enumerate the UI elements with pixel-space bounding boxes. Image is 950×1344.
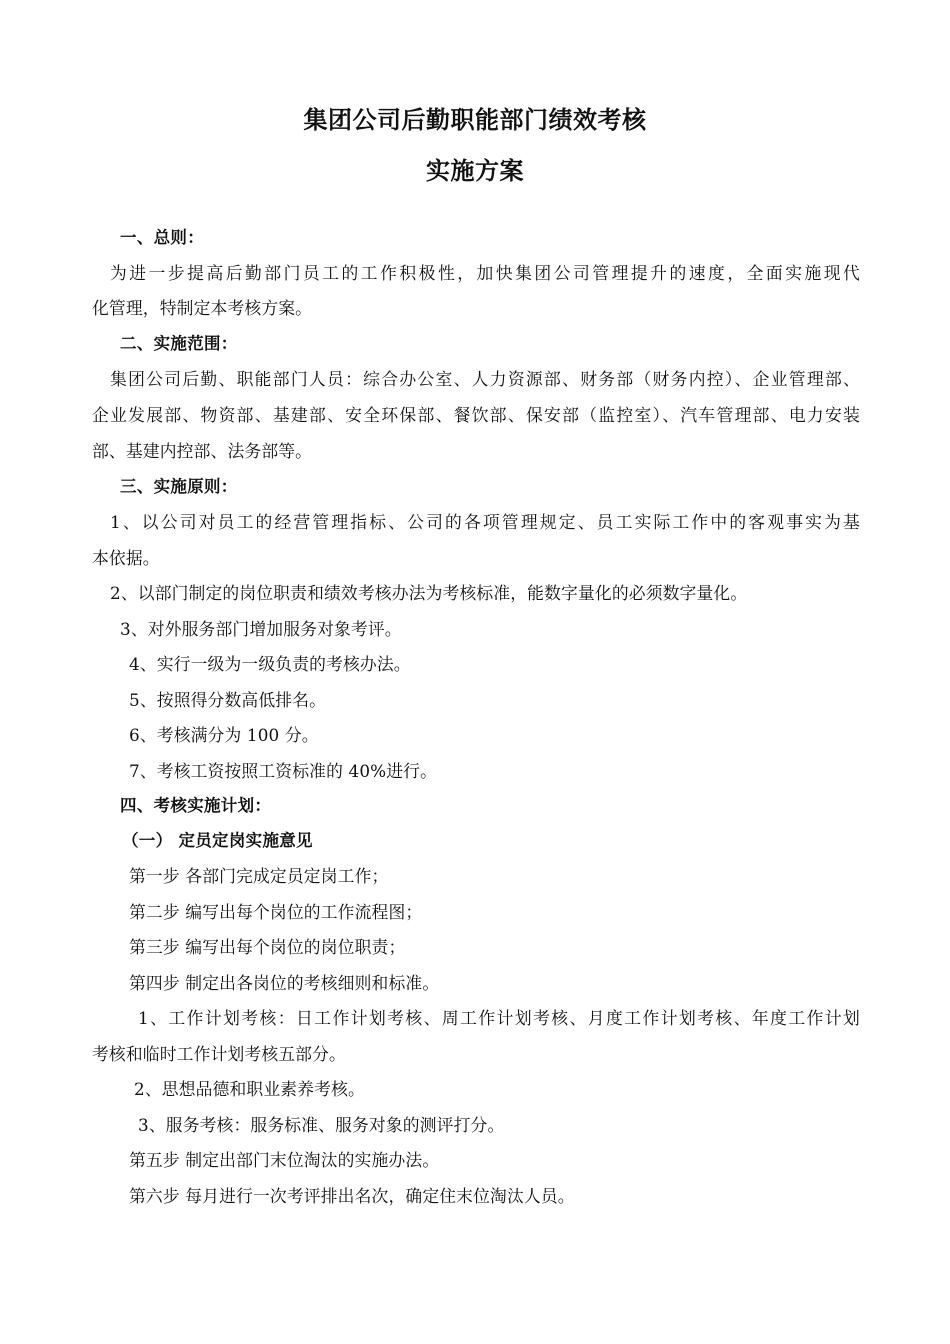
- section-2-paragraph-line-2: 企业发展部、物资部、基建部、安全环保部、餐饮部、保安部（监控室）、汽车管理部、电力安装: [92, 405, 860, 425]
- step-4-item-1-line-2: 考核和临时工作计划考核五部分。: [92, 1044, 346, 1064]
- step-2: 第二步 编写出每个岗位的工作流程图；: [129, 902, 423, 922]
- principle-item-7: 7、考核工资按照工资标准的 40%进行。: [129, 761, 438, 781]
- document-title-line-1: 集团公司后勤职能部门绩效考核: [303, 106, 647, 134]
- principle-item-1-line-1: 1、以公司对员工的经营管理指标、公司的各项管理规定、员工实际工作中的客观事实为基: [110, 512, 860, 532]
- step-4: 第四步 制定出各岗位的考核细则和标准。: [129, 973, 440, 993]
- step-3: 第三步 编写出每个岗位的岗位职责；: [129, 937, 406, 957]
- principle-item-3: 3、对外服务部门增加服务对象考评。: [120, 619, 402, 639]
- section-1-paragraph-line-2: 化管理，特制定本考核方案。: [92, 298, 313, 318]
- section-3-heading: 三、实施原则：: [120, 477, 238, 496]
- section-2-heading: 二、实施范围：: [120, 334, 238, 353]
- principle-item-5: 5、按照得分数高低排名。: [129, 690, 327, 710]
- section-2-paragraph-line-3: 部、基建内控部、法务部等。: [92, 441, 313, 461]
- section-1-paragraph-line-1: 为进一步提高后勤部门员工的工作积极性，加快集团公司管理提升的速度，全面实施现代: [110, 263, 860, 283]
- step-6: 第六步 每月进行一次考评排出名次，确定住末位淘汰人员。: [129, 1186, 575, 1206]
- principle-item-1-line-2: 本依据。: [92, 548, 160, 568]
- document-title-line-2: 实施方案: [426, 157, 524, 185]
- principle-item-4: 4、实行一级为一级负责的考核办法。: [129, 654, 411, 674]
- principle-item-2: 2、以部门制定的岗位职责和绩效考核办法为考核标准，能数字量化的必须数字量化。: [110, 583, 748, 603]
- section-1-heading: 一、总则：: [120, 228, 204, 247]
- step-4-item-2: 2、思想品德和职业素养考核。: [134, 1079, 365, 1099]
- principle-item-6: 6、考核满分为 100 分。: [129, 725, 319, 745]
- subsection-1-heading: （一） 定员定岗实施意见: [122, 831, 313, 850]
- step-4-item-1-line-1: 1、工作计划考核：日工作计划考核、周工作计划考核、月度工作计划考核、年度工作计划: [138, 1008, 860, 1028]
- step-4-item-3: 3、服务考核：服务标准、服务对象的测评打分。: [138, 1115, 505, 1135]
- step-5: 第五步 制定出部门末位淘汰的实施办法。: [129, 1150, 440, 1170]
- section-4-heading: 四、考核实施计划：: [120, 796, 272, 815]
- section-2-paragraph-line-1: 集团公司后勤、职能部门人员：综合办公室、人力资源部、财务部（财务内控）、企业管理部、: [110, 369, 860, 389]
- step-1: 第一步 各部门完成定员定岗工作；: [129, 866, 389, 886]
